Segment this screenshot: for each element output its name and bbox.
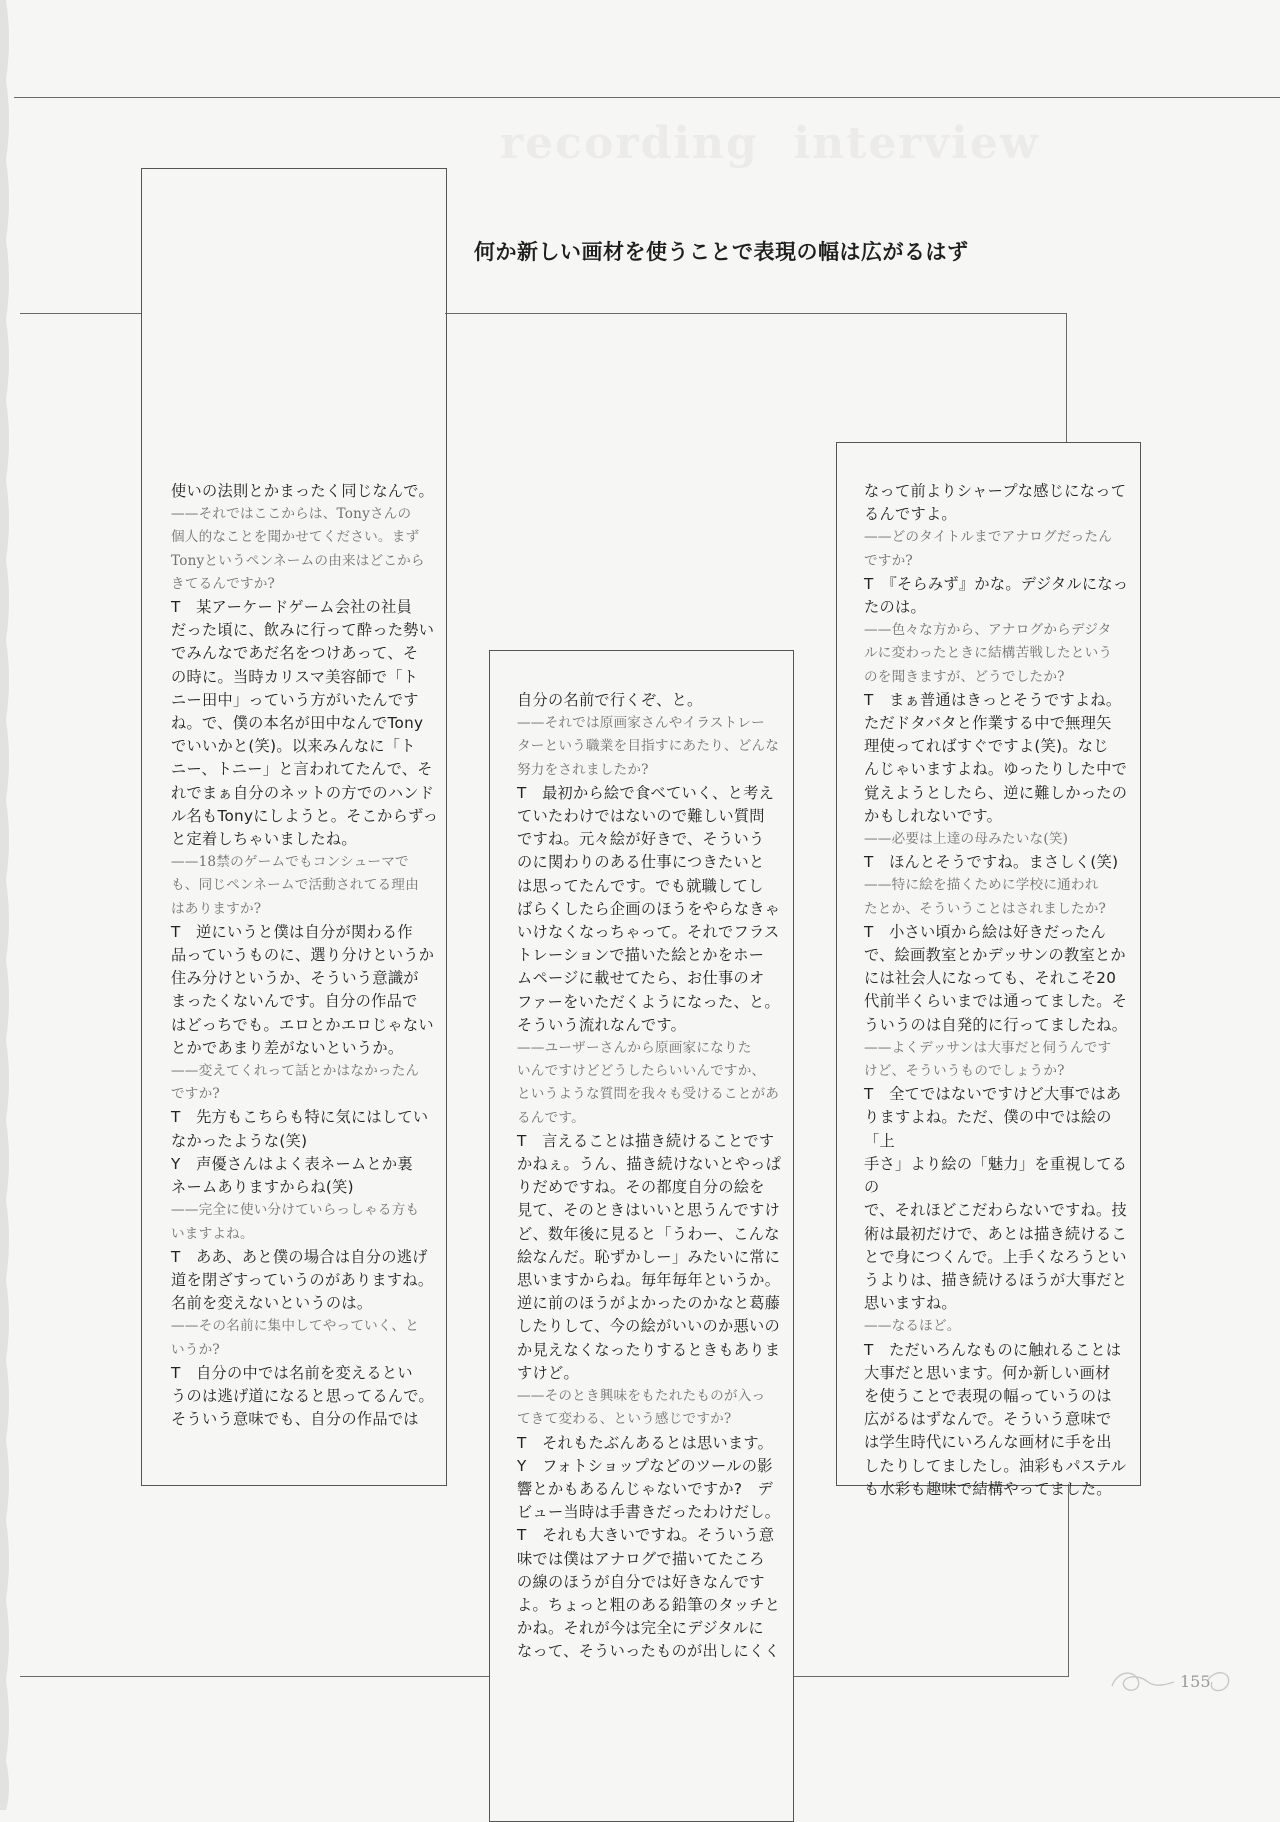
text-line: 住み分けというか、そういう意識が <box>171 969 419 988</box>
text-line: ばらくしたら企画のほうをやらなきゃ <box>517 899 781 918</box>
text-line: T ほんとそうですね。まさしく(笑) <box>864 853 1119 872</box>
text-line: T 最初から絵で食べていく、と考え <box>517 783 775 802</box>
text-line: いうか? <box>171 1341 220 1358</box>
frame-top-left <box>20 313 142 314</box>
text-line: T まぁ普通はきっとそうですよね。 <box>864 690 1122 709</box>
text-line: したりしてましたし。油彩もパステル <box>864 1456 1127 1475</box>
text-line: そういう意味でも、自分の作品では <box>171 1410 419 1429</box>
text-line: 見て、そのときはいいと思うんですけ <box>517 1201 780 1220</box>
text-line: ——それでは原画家さんやイラストレー <box>517 715 765 732</box>
text-line: 個人的なことを聞かせてください。まず <box>171 529 420 546</box>
text-line: きてるんですか? <box>171 575 276 592</box>
text-line: T 逆にいうと僕は自分が関わる作 <box>171 922 413 941</box>
text-line: 広がるはずなんで。そういう意味で <box>864 1410 1112 1429</box>
frame-right-upper <box>1066 313 1067 442</box>
text-line: ネームありますからね(笑) <box>171 1178 354 1197</box>
text-line: ——色々な方から、アナログからデジタ <box>864 622 1112 639</box>
text-line: ですか? <box>864 552 913 569</box>
text-line: 逆に前のほうがよかったのかなと葛藤 <box>517 1294 781 1313</box>
text-line: ——ユーザーさんから原画家になりた <box>517 1040 752 1057</box>
text-line: ル名もTonyにしようと。そこからずっ <box>171 806 439 825</box>
text-line: というような質問を我々も受けることがあ <box>517 1086 780 1103</box>
text-line: ——それではここからは、Tonyさんの <box>171 506 412 523</box>
page-number: 155 <box>1180 1672 1211 1691</box>
text-line: ——特に絵を描くために学校に通われ <box>864 877 1099 894</box>
text-line: のに関わりのある仕事につきたいと <box>517 853 765 872</box>
text-line: ——その名前に集中してやっていく、と <box>171 1318 420 1335</box>
text-line: りだめですね。その都度自分の絵を <box>517 1178 765 1197</box>
text-line: T 『そらみず』かな。デジタルになっ <box>864 574 1129 593</box>
text-line: T ただいろんなものに触れることは <box>864 1340 1122 1359</box>
text-line: 覚えようとしたら、逆に難しかったの <box>864 783 1128 802</box>
text-line: ムページに載せてたら、お仕事のオ <box>517 969 765 988</box>
text-line: うのは逃げ道になると思ってるんで。 <box>171 1386 434 1405</box>
text-line: 努力をされましたか? <box>517 761 649 778</box>
text-line: ——完全に使い分けていらっしゃる方も <box>171 1202 420 1219</box>
text-line: ファーをいただくようになった、と。 <box>517 992 780 1011</box>
text-line: ビュー当時は手書きだったわけだし。 <box>517 1503 781 1522</box>
frame-top-right <box>445 313 1066 314</box>
text-line: うよりは、描き続けるほうが大事だと <box>864 1270 1128 1289</box>
frame-bottom-right <box>793 1676 1069 1677</box>
text-line: ど、数年後に見ると「うわー、こんな <box>517 1224 780 1243</box>
text-line: ね。で、僕の本名が田中なんでTony <box>171 714 424 733</box>
text-line: ういうのは自発的に行ってましたね。 <box>864 1015 1128 1034</box>
text-line: 手さ」より絵の「魅力」を重視してるの <box>864 1154 1128 1197</box>
text-line: まったくないんです。自分の作品で <box>171 992 418 1011</box>
section-heading: 何か新しい画材を使うことで表現の幅は広がるはず <box>474 240 969 264</box>
text-line: ただドタバタと作業する中で無理矢 <box>864 714 1112 733</box>
text-line: だった頃に、飲みに行って酔った勢い <box>171 621 435 640</box>
background-watermark-title: recording interview <box>500 118 1040 169</box>
text-line: も水彩も趣味で結構やってました。 <box>864 1479 1112 1498</box>
text-line: 響とかもあるんじゃないですか? デ <box>517 1479 774 1498</box>
text-line: も、同じペンネームで活動されてる理由 <box>171 877 419 894</box>
text-line: か見えなくなったりするときもありま <box>517 1340 781 1359</box>
flourish-ornament-icon <box>1108 1662 1238 1698</box>
text-line: かね。それが今は完全にデジタルに <box>517 1619 764 1638</box>
text-line: ニー田中」っていう方がいたんです <box>171 690 419 709</box>
text-line: そういう流れなんです。 <box>517 1015 687 1034</box>
text-line: はありますか? <box>171 900 262 917</box>
text-line: したりして、今の絵がいいのか悪いの <box>517 1317 780 1336</box>
text-line: いますよね。 <box>171 1225 254 1242</box>
text-line: Tonyというペンネームの由来はどこから <box>171 552 425 569</box>
text-line: たのは。 <box>864 598 926 617</box>
text-line: Y 声優さんはよく表ネームとか裏 <box>171 1154 413 1173</box>
text-line: ——なるほど。 <box>864 1318 961 1335</box>
text-line: の線のほうが自分では好きなんです <box>517 1572 765 1591</box>
text-line: 術は最初だけで、あとは描き続けるこ <box>864 1224 1127 1243</box>
text-line: 代前半くらいまでは通ってました。そ <box>864 992 1128 1011</box>
text-column-left <box>171 480 441 1431</box>
text-line: ——よくデッサンは大事だと伺うんです <box>864 1039 1112 1056</box>
text-line: てきて変わる、という感じですか? <box>517 1411 732 1428</box>
text-line: けど、そういうものでしょうか? <box>864 1063 1065 1080</box>
text-line: いけなくなっちゃって。それでフラス <box>517 923 780 942</box>
text-line: T それも大きいですね。そういう意 <box>517 1526 775 1545</box>
text-line: ですか? <box>171 1086 220 1103</box>
text-line: のを聞きますが、どうでしたか? <box>864 668 1065 685</box>
text-line: T 全てではないですけど大事ではあ <box>864 1085 1122 1104</box>
text-line: ——必要は上達の母みたいな(笑) <box>864 831 1069 848</box>
frame-right-lower <box>1068 1484 1069 1676</box>
text-line: ターという職業を目指すにあたり、どんな <box>517 738 780 755</box>
text-line: で、それほどこだわらないですね。技 <box>864 1201 1127 1220</box>
text-line: T 自分の中では名前を変えるとい <box>171 1363 413 1382</box>
text-line: 大事だと思います。何か新しい画材 <box>864 1363 1111 1382</box>
text-line: なかったような(笑) <box>171 1131 308 1150</box>
text-line: 品っていうものに、選り分けというか <box>171 946 435 965</box>
text-line: りますよね。ただ、僕の中では絵の「上 <box>864 1108 1112 1150</box>
text-line: とで身につくんで。上手くなろうとい <box>864 1247 1127 1266</box>
text-line: ルに変わったときに結構苦戦したという <box>864 645 1113 662</box>
text-line: を使うことで表現の幅っていうのは <box>864 1386 1112 1405</box>
frame-bottom-left <box>20 1676 490 1677</box>
paper-edge <box>0 0 14 1810</box>
text-line: でいいかと(笑)。以来みんなに「ト <box>171 737 416 756</box>
text-line: と定着しちゃいましたね。 <box>171 830 357 849</box>
text-line: T ああ、あと僕の場合は自分の逃げ <box>171 1247 428 1266</box>
text-line: 自分の名前で行くぞ、と。 <box>517 691 703 709</box>
text-line: の時に。当時カリスマ美容師で「ト <box>171 667 419 686</box>
text-line: るんです。 <box>517 1109 585 1126</box>
text-line: いんですけどどうしたらいいんですか、 <box>517 1063 766 1080</box>
text-line: ニー、トニー」と言われてたんで、そ <box>171 760 433 779</box>
top-rule <box>14 97 1280 98</box>
text-line: でみんなであだ名をつけあって、そ <box>171 644 419 663</box>
text-line: なって前よりシャープな感じになって <box>864 482 1127 500</box>
text-line: には社会人になっても、それこそ20 <box>864 969 1117 988</box>
text-column-center <box>517 689 787 1664</box>
text-line: 使いの法則とかまったく同じなんで。 <box>171 482 434 500</box>
text-line: 道を閉ざすっていうのがありますね。 <box>171 1270 434 1289</box>
text-line: ですね。元々絵が好きで、そういう <box>517 830 765 849</box>
text-line: 味では僕はアナログで描いてたころ <box>517 1549 765 1568</box>
text-line: よ。ちょっと粗のある鉛筆のタッチと <box>517 1595 781 1614</box>
text-line: T 先方もこちらも特に気にはしてい <box>171 1108 429 1127</box>
text-line: たとか、そういうことはされましたか? <box>864 900 1106 917</box>
text-line: T それもたぶんあるとは思います。 <box>517 1433 774 1452</box>
text-line: はどっちでも。エロとかエロじゃない <box>171 1015 434 1034</box>
text-line: ていたわけではないので難しい質問 <box>517 807 765 826</box>
text-line: すけど。 <box>517 1363 579 1382</box>
text-column-right <box>864 480 1134 1501</box>
text-line: T 小さい頃から絵は好きだったん <box>864 922 1106 941</box>
text-line: トレーションで描いた絵とかをホー <box>517 946 765 965</box>
text-line: かもしれないです。 <box>864 806 1003 825</box>
text-line: T 言えることは描き続けることです <box>517 1131 775 1150</box>
text-line: は学生時代にいろんな画材に手を出 <box>864 1433 1112 1452</box>
text-line: は思ってたんです。でも就職してし <box>517 876 764 895</box>
text-line: ——変えてくれって話とかはなかったん <box>171 1063 420 1080</box>
text-line: ——18禁のゲームでもコンシューマで <box>171 854 409 871</box>
text-line: 思いますね。 <box>864 1294 957 1313</box>
text-line: 名前を変えないというのは。 <box>171 1294 373 1313</box>
text-line: れでまぁ自分のネットの方でのハンド <box>171 783 435 802</box>
text-line: 思いますからね。毎年毎年というか。 <box>517 1271 781 1290</box>
text-line: 絵なんだ。恥ずかしー」みたいに常に <box>517 1247 781 1266</box>
text-line: で、絵画教室とかデッサンの教室とか <box>864 946 1126 965</box>
text-line: とかであまり差がないというか。 <box>171 1038 404 1057</box>
text-line: かねぇ。うん、描き続けないとやっぱ <box>517 1155 782 1174</box>
text-line: ——そのとき興味をもたれたものが入っ <box>517 1388 766 1405</box>
text-line: んじゃいますよね。ゆったりした中で <box>864 760 1128 779</box>
text-line: Y フォトショップなどのツールの影 <box>517 1456 773 1475</box>
text-line: 理使ってればすぐですよ(笑)。なじ <box>864 737 1109 756</box>
text-line: るんですよ。 <box>864 505 957 524</box>
text-line: なって、そういったものが出しにくく <box>517 1642 780 1661</box>
text-line: ——どのタイトルまでアナログだったん <box>864 529 1113 546</box>
text-line: T 某アーケードゲーム会社の社員 <box>171 598 413 617</box>
